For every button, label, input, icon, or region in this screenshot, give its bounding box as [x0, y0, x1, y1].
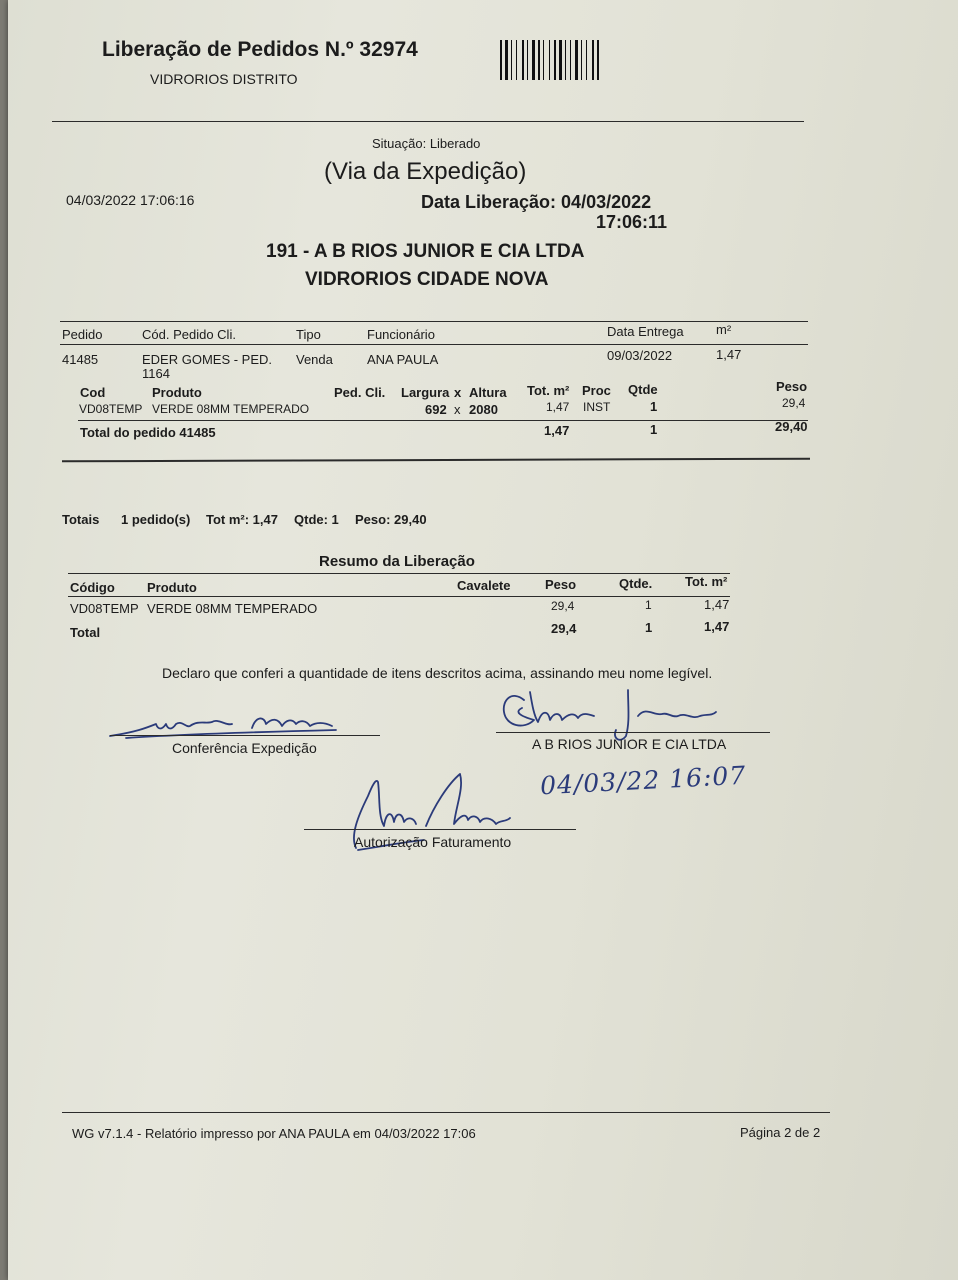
- handwritten-date: 04/03/22 16:07: [539, 760, 747, 801]
- summary-peso: 29,4: [551, 599, 575, 613]
- cliente-label: A B RIOS JUNIOR E CIA LTDA: [532, 736, 727, 752]
- barcode-bar: [554, 40, 556, 80]
- barcode-bar: [581, 40, 582, 80]
- item-col-x: x: [454, 385, 462, 400]
- barcode-bar: [527, 40, 528, 80]
- item-total-line: [78, 420, 808, 421]
- cliente-line: [496, 732, 770, 733]
- item-largura: 692: [425, 402, 447, 417]
- document-page: [8, 0, 958, 1280]
- summary-total-peso: 29,4: [551, 621, 577, 636]
- summary-produto: VERDE 08MM TEMPERADO: [147, 601, 318, 616]
- order-pedido: 41485: [62, 352, 99, 367]
- order-cod-cli-2: 1164: [142, 366, 170, 381]
- item-col-peso: Peso: [776, 379, 808, 394]
- item-proc: INST: [583, 400, 611, 414]
- order-m2: 1,47: [716, 347, 742, 362]
- col-pedido: Pedido: [62, 327, 103, 342]
- footer-page: Página 2 de 2: [740, 1125, 821, 1140]
- barcode-bar: [597, 40, 599, 80]
- col-data-entrega: Data Entrega: [607, 324, 684, 339]
- barcode-bar: [511, 40, 512, 80]
- summary-col-tot-m2: Tot. m²: [685, 574, 728, 589]
- barcode-bar: [522, 40, 524, 80]
- barcode-bar: [532, 40, 535, 80]
- barcode-bar: [559, 40, 562, 80]
- totals-qtde: Qtde: 1: [294, 512, 339, 527]
- order-funcionario: ANA PAULA: [367, 352, 439, 367]
- item-produto: VERDE 08MM TEMPERADO: [152, 402, 310, 416]
- summary-total-label: Total: [70, 625, 101, 640]
- item-qtde: 1: [650, 399, 658, 414]
- document-title: Liberação de Pedidos N.º 32974: [102, 38, 418, 61]
- totals-peso: Peso: 29,40: [355, 512, 427, 527]
- company-name: VIDRORIOS DISTRITO: [150, 71, 298, 87]
- col-m2: m²: [716, 322, 732, 337]
- footer-left: WG v7.1.4 - Relatório impresso por ANA PAULA em 04/03/2022 17:06: [72, 1126, 476, 1141]
- order-total-m2: 1,47: [544, 423, 570, 438]
- item-tot-m2: 1,47: [546, 400, 570, 414]
- barcode-bar: [586, 40, 587, 80]
- summary-top-line: [68, 573, 730, 574]
- barcode-bar: [543, 40, 544, 80]
- col-tipo: Tipo: [296, 327, 321, 342]
- item-col-ped-cli: Ped. Cli.: [334, 385, 386, 400]
- totals-label: Totais: [62, 512, 100, 527]
- item-col-produto: Produto: [152, 385, 202, 400]
- summary-header-line: [68, 596, 730, 597]
- summary-col-produto: Produto: [147, 580, 197, 595]
- summary-col-codigo: Código: [70, 580, 115, 595]
- status-text: Situação: Liberado: [372, 136, 481, 151]
- client-name: 191 - A B RIOS JUNIOR E CIA LTDA: [266, 241, 585, 262]
- barcode-bar: [565, 40, 566, 80]
- item-col-proc: Proc: [582, 383, 611, 398]
- col-cod-pedido-cli: Cód. Pedido Cli.: [142, 327, 236, 342]
- order-total-peso: 29,40: [775, 419, 808, 434]
- item-col-cod: Cod: [80, 385, 106, 400]
- barcode-bar: [575, 40, 578, 80]
- release-time: 17:06:11: [596, 212, 668, 232]
- order-total-label: Total do pedido 41485: [80, 425, 216, 440]
- item-altura: 2080: [469, 402, 498, 417]
- conferencia-label: Conferência Expedição: [172, 740, 317, 756]
- order-table-top: [60, 321, 808, 322]
- barcode-bar: [516, 40, 517, 80]
- item-peso: 29,4: [782, 396, 806, 410]
- footer-line: [62, 1112, 830, 1113]
- summary-col-qtde: Qtde.: [619, 576, 653, 591]
- order-cod-cli-1: EDER GOMES - PED.: [142, 352, 273, 367]
- col-funcionario: Funcionário: [367, 327, 435, 342]
- header-divider: [52, 121, 804, 122]
- client-store: VIDRORIOS CIDADE NOVA: [305, 269, 549, 290]
- item-col-tot-m2: Tot. m²: [527, 383, 570, 398]
- summary-total-tot-m2: 1,47: [704, 619, 730, 634]
- printed-datetime: 04/03/2022 17:06:16: [66, 192, 195, 208]
- barcode-bar: [500, 40, 502, 80]
- autorizacao-label: Autorização Faturamento: [354, 834, 512, 850]
- summary-codigo: VD08TEMP: [70, 601, 139, 616]
- totals-m2: Tot m²: 1,47: [206, 512, 278, 527]
- summary-col-peso: Peso: [545, 577, 577, 592]
- item-x: x: [454, 402, 461, 417]
- barcode-bar: [592, 40, 594, 80]
- order-table-bottom: [62, 458, 810, 463]
- order-data-entrega: 09/03/2022: [607, 348, 673, 363]
- copy-label: (Via da Expedição): [324, 158, 527, 185]
- item-col-altura: Altura: [469, 385, 507, 400]
- summary-tot-m2: 1,47: [704, 597, 730, 612]
- summary-col-cavalete: Cavalete: [457, 578, 511, 593]
- totals-pedidos: 1 pedido(s): [121, 512, 191, 527]
- order-total-qtde: 1: [650, 422, 658, 437]
- declaration-text: Declaro que conferi a quantidade de itens descritos acima, assinando meu nome legível.: [162, 665, 713, 681]
- item-col-qtde: Qtde: [628, 382, 658, 397]
- item-cod: VD08TEMP: [79, 402, 143, 416]
- barcode: [498, 40, 633, 82]
- item-col-largura: Largura: [401, 385, 450, 400]
- summary-title: Resumo da Liberação: [319, 553, 475, 570]
- barcode-bar: [505, 40, 508, 80]
- barcode-bar: [549, 40, 550, 80]
- summary-qtde: 1: [645, 598, 652, 612]
- summary-total-qtde: 1: [645, 620, 653, 635]
- conferencia-line: [110, 735, 380, 736]
- autorizacao-line: [304, 829, 576, 830]
- barcode-bar: [570, 40, 571, 80]
- order-header-line: [60, 344, 808, 345]
- barcode-bar: [538, 40, 540, 80]
- order-tipo: Venda: [296, 352, 333, 367]
- release-date: Data Liberação: 04/03/2022: [421, 192, 652, 212]
